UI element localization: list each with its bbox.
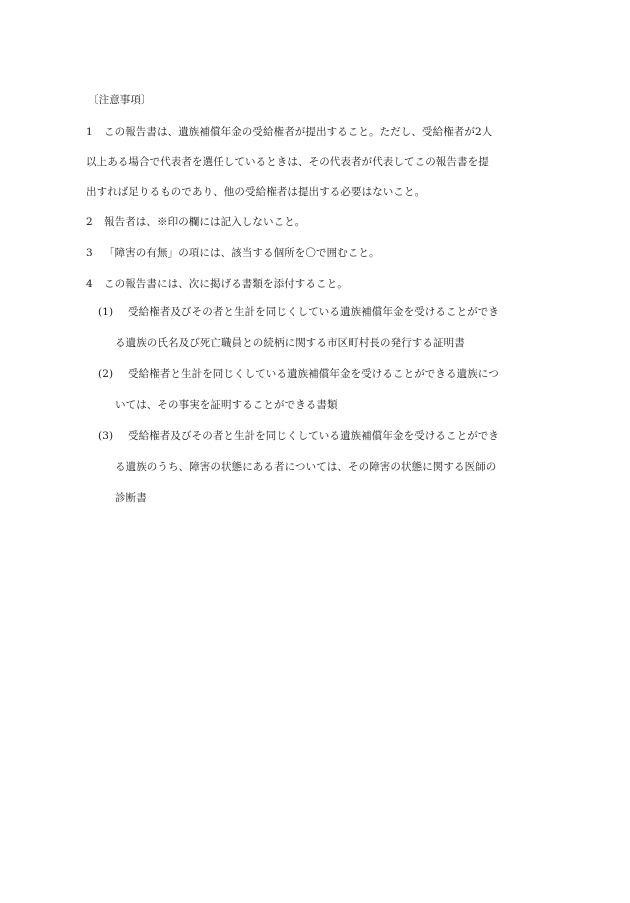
item-4-number: 4 bbox=[86, 278, 93, 290]
subitem-2-line-2: いては、その事実を証明することができる書類 bbox=[115, 399, 338, 411]
subitem-1-line-1: (1) 受給権者及びその者と生計を同じくしている遺族補償年金を受けることができ bbox=[98, 306, 499, 318]
item-4-line-1: 4 この報告書には、次に掲げる書類を添付すること。 bbox=[86, 278, 348, 290]
item-1-line-3: 出すれば足りるものであり、他の受給権者は提出する必要はないこと。 bbox=[86, 186, 426, 198]
item-1-number: 1 bbox=[86, 126, 93, 138]
item-2-number: 2 bbox=[86, 216, 93, 228]
subitem-3-line-1: (3) 受給権者及びその者と生計を同じくしている遺族補償年金を受けることができ bbox=[98, 430, 499, 442]
subitem-2-number: (2) bbox=[98, 368, 114, 380]
notes-heading: 〔注意事項〕 bbox=[88, 94, 152, 106]
subitem-1-number: (1) bbox=[98, 306, 114, 318]
item-1-line-2: 以上ある場合で代表者を選任しているときは、その代表者が代表してこの報告書を提 bbox=[86, 156, 489, 168]
item-1-line-1: 1 この報告書は、遺族補償年金の受給権者が提出すること。ただし、受給権者が2人 bbox=[86, 126, 493, 138]
subitem-3-line-3: 診断書 bbox=[115, 492, 147, 504]
item-3-line-1: 3 「障害の有無」の項には、該当する個所を〇で囲むこと。 bbox=[86, 247, 380, 259]
item-3-number: 3 bbox=[86, 247, 93, 259]
subitem-3-line-2: る遺族のうち、障害の状態にある者については、その障害の状態に関する医師の bbox=[115, 461, 497, 473]
item-2-line-1: 2 報告者は、※印の欄には記入しないこと。 bbox=[86, 216, 306, 228]
subitem-1-line-2: る遺族の氏名及び死亡職員との続柄に関する市区町村長の発行する証明書 bbox=[115, 337, 465, 349]
subitem-2-line-1: (2) 受給権者と生計を同じくしている遺族補償年金を受けることができる遺族につ bbox=[98, 368, 499, 380]
subitem-3-number: (3) bbox=[98, 430, 114, 442]
